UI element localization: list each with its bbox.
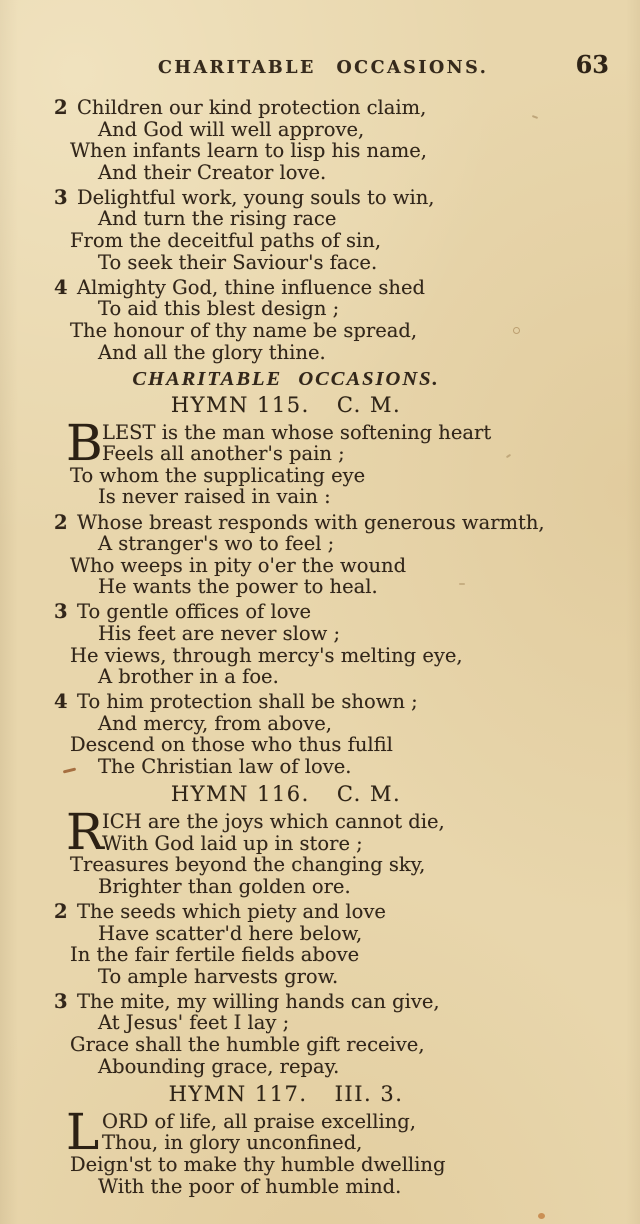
hymn-meter: III. 3. [334, 1081, 404, 1106]
verse-line: With the poor of humble mind. [98, 1174, 402, 1198]
verse-line: Abounding grace, repay. [98, 1054, 340, 1078]
paper-stain [538, 1213, 545, 1219]
hymn-meter: C. M. [336, 782, 402, 807]
verse-line: ICH are the joys which cannot die, [102, 810, 445, 834]
hymn-116 [0, 781, 640, 1077]
verse-line: His feet are never slow ; [98, 621, 341, 645]
hymn-continued [0, 97, 640, 363]
hymn-meter: C. M. [336, 392, 402, 417]
verse-line: In the fair fertile fields above [70, 943, 360, 967]
verse-line: To aid this blest design ; [98, 297, 340, 321]
drop-cap: R [66, 803, 104, 862]
verse-line: At Jesus' feet I lay ; [98, 1011, 290, 1035]
verse-line: And their Creator love. [98, 160, 327, 184]
page-content [0, 97, 640, 1201]
verse-number: 3 [54, 185, 68, 209]
verse-line: LEST is the man whose softening heart [102, 420, 492, 444]
verse-line: The mite, my willing hands can give, [77, 989, 440, 1013]
verse-line: Whose breast responds with generous warmth, [77, 510, 545, 534]
verse-line: A brother in a foe. [98, 665, 279, 689]
stanza-dropcap [0, 1102, 640, 1198]
stanza-dropcap [0, 413, 640, 509]
verse-line: Feels all another's pain ; [102, 442, 345, 466]
verse-number: 3 [54, 989, 68, 1013]
hymn-115-heading [26, 392, 546, 418]
verse-line: To ample harvests grow. [98, 964, 339, 988]
hymn-116-heading [26, 781, 546, 807]
verse-line: When infants learn to lisp his name, [70, 139, 427, 163]
stanza-dropcap [0, 803, 640, 898]
drop-cap: L [66, 1102, 100, 1161]
verse-line: Deign'st to make thy humble dwelling [70, 1152, 446, 1176]
verse-number: 4 [54, 690, 68, 714]
verse-line: Who weeps in pity o'er the wound [70, 553, 407, 577]
hymn-title: HYMN 116. [170, 782, 310, 807]
verse-line: From the deceitful paths of sin, [70, 229, 382, 253]
verse-line: Almighty God, thine influence shed [77, 275, 425, 299]
verse-line: Is never raised in vain : [98, 485, 331, 509]
verse-number: 4 [54, 275, 68, 299]
verse-line: Have scatter'd here below, [98, 921, 363, 945]
stanza [0, 97, 640, 183]
verse-line: Grace shall the humble gift receive, [70, 1033, 425, 1057]
hymn-heading-band [26, 392, 546, 418]
verse-line: To seek their Saviour's face. [98, 250, 378, 274]
verse-line: And mercy, from above, [98, 711, 332, 735]
verse-number: 2 [54, 510, 68, 534]
page-number: 63 [575, 50, 609, 79]
stanza [0, 901, 640, 987]
stanza [0, 512, 640, 598]
verse-line: Thou, in glory unconfined, [102, 1131, 363, 1155]
verse-line: The seeds which piety and love [77, 900, 386, 923]
verse-line: A stranger's wo to feel ; [98, 532, 335, 556]
stanza [0, 601, 640, 687]
hymn-title: HYMN 115. [170, 392, 310, 417]
hymn-117 [0, 1081, 640, 1197]
verse-line: To gentle offices of love [77, 600, 312, 624]
stanza [0, 691, 640, 777]
verse-line: The Christian law of love. [98, 755, 352, 779]
stanza [0, 991, 640, 1077]
section-heading-band [26, 367, 546, 391]
hymn-title: HYMN 117. [168, 1081, 308, 1106]
verse-line: Treasures beyond the changing sky, [70, 853, 426, 877]
stanza [0, 187, 640, 273]
verse-line: Brighter than golden ore. [98, 874, 351, 898]
hymn-115 [0, 392, 640, 778]
verse-line: ORD of life, all praise excelling, [102, 1109, 416, 1133]
verse-line: And all the glory thine. [98, 340, 326, 364]
verse-line: Descend on those who thus fulfil [70, 733, 393, 757]
verse-line: And turn the rising race [98, 207, 337, 231]
verse-line: And God will well approve, [98, 117, 365, 141]
verse-line: To him protection shall be shown ; [77, 690, 418, 714]
running-header: CHARITABLE OCCASIONS. [158, 58, 489, 78]
hymn-117-heading [26, 1081, 546, 1107]
stanza [0, 277, 640, 363]
verse-line: The honour of thy name be spread, [70, 318, 418, 342]
hymn-heading-band [26, 1081, 546, 1107]
verse-line: Children our kind protection claim, [77, 96, 427, 119]
verse-number: 2 [54, 900, 68, 923]
hymn-heading-band [26, 781, 546, 807]
verse-line: Delightful work, young souls to win, [77, 185, 435, 209]
verse-number: 2 [54, 96, 68, 119]
verse-line: He views, through mercy's melting eye, [70, 643, 463, 667]
verse-line: He wants the power to heal. [98, 575, 378, 599]
section-heading: CHARITABLE OCCASIONS. [132, 367, 440, 390]
verse-line: To whom the supplicating eye [70, 463, 366, 487]
drop-cap: B [66, 413, 103, 472]
verse-line: With God laid up in store ; [102, 831, 363, 855]
verse-number: 3 [54, 600, 68, 624]
